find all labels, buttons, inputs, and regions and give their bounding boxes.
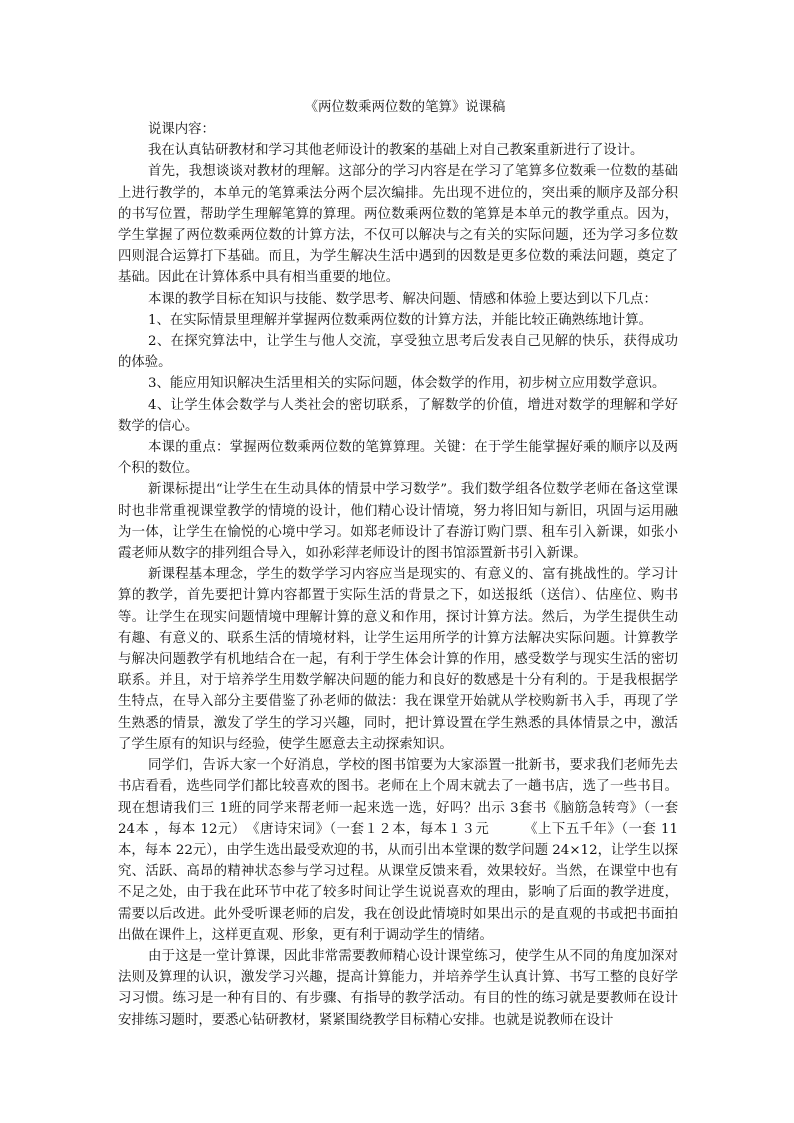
goal-item-2: 2、在探究算法中，让学生与他人交流，享受独立思考后发表自己见解的快乐，获得成功的体验。 — [118, 334, 678, 371]
paragraph-intro: 我在认真钻研教材和学习其他老师设计的教案的基础上对自己教案重新进行了设计。 — [148, 143, 644, 159]
paragraph-key-points: 本课的重点：掌握两位数乘两位数的笔算算理。关键：在于学生能掌握好乘的顺序以及两个积的数位。 — [118, 440, 678, 477]
document-title: 《两位数乘两位数的笔算》说课稿 — [304, 100, 506, 115]
goal-item-1: 1、在实际情景里理解并掌握两位数乘两位数的计算方法，并能比较正确熟练地计算。 — [148, 312, 652, 328]
section-heading: 说课内容： — [148, 122, 215, 137]
paragraph-textbook-understanding: 首先，我想谈谈对教材的理解。这部分的学习内容是在学习了笔算多位数乘一位数的基础上进行教学的，本单元的笔算乘法分两个层次编排。先出现不进位的，突出乘的顺序及部分积的书写位置，帮助学生理解笔算的算理。两位数乘两位数的笔算是本单元的教学重点。因为，学生掌握了两位数乘两位数的计算方法，不仅可以解决与之有关的实际问题，还为学习多位数四则混合运算打下基础。而且，为学生解决生活中遇到的因数是更多位数的乘法问题，奠定了基础。因此在计算体系中具有相当重要的地位。 — [118, 164, 678, 286]
document-page — [118, 97, 678, 1031]
goal-item-3: 3、能应用知识解决生活里相关的实际问题，体会数学的作用，初步树立应用数学意识。 — [148, 376, 666, 392]
paragraph-curriculum-concept: 新课程基本理念，学生的数学学习内容应当是现实的、有意义的、富有挑战性的。学习计算的教学，首先要把计算内容都置于实际生活的背景之下，如送报纸（送信）、估座位、购书等。让学生在现实问题情境中理解计算的意义和作用，探讨计算方法。然后，为学生提供生动有趣、有意义的、联系生活的情境材料，让学生运用所学的计算方法解决实际问题。计算教学与解决问题教学有机地结合在一起，有利于学生体会计算的作用，感受数学与现实生活的密切联系。并且，对于培养学生用数学解决问题的能力和良好的数感是十分有利的。于是我根据学生特点，在导入部分主要借鉴了孙老师的做法：我在课堂开始就从学校购新书入手，再现了学生熟悉的情景，激发了学生的学习兴趣，同时，把计算设置在学生熟悉的具体情景之中，激活了学生原有的知识与经验，使学生愿意去主动探索知识。 — [118, 567, 678, 752]
paragraph-goals-intro: 本课的教学目标在知识与技能、数学思考、解决问题、情感和体验上要达到以下几点： — [148, 291, 657, 307]
paragraph-curriculum-standard: 新课标提出“让学生在生动具体的情景中学习数学”。我们数学组各位数学老师在备这堂课时也非常重视课堂教学的情境的设计，他们精心设计情境，努力将旧知与新旧，巩固与运用融为一体，让学生在愉悦的心境中学习。如郑老师设计了春游订购门票、租车引入新课，如张小霞老师从数字的排列组合导入，如孙彩萍老师设计的图书馆添置新书引入新课。 — [118, 482, 678, 562]
paragraph-classroom-scenario: 同学们，告诉大家一个好消息，学校的图书馆要为大家添置一批新书，要求我们老师先去书店看看，选些同学们都比较喜欢的图书。老师在上个周末就去了一趟书店，选了一些书目。现在想请我们三 1班的同学来帮老师一起来选一选，好吗？出示 3套书《脑筋急转弯》（一套 24本 ，每本 12元） 《唐诗宋词》（一套１２本，每本１３元 《上下五千年》（一套 11本，每本 22元），由学生选出最受欢迎的书，从而引出本堂课的数学问题 24×12，让学生以探究、活跃、高昂的精神状态参与学习过程。从课堂反馈来看，效果较好。当然，在课堂中也有不足之处，由于我在此环节中花了较多时间让学生说说喜欢的理由，影响了后面的教学进度，需要以后改进。此外受听课老师的启发，我在创设此情境时如果出示的是直观的书或把书面拍出做在课件上，这样更直观、形象，更有利于调动学生的情绪。 — [118, 758, 678, 943]
goal-item-4: 4、让学生体会数学与人类社会的密切联系，了解数学的价值，增进对数学的理解和学好数学的信心。 — [118, 397, 678, 434]
paragraph-practice-design: 由于这是一堂计算课，因此非常需要教师精心设计课堂练习，使学生从不同的角度加深对法则及算理的认识，激发学习兴趣，提高计算能力，并培养学生认真计算、书写工整的良好学习习惯。练习是一种有目的、有步骤、有指导的教学活动。有目的性的练习就是要教师在设计安排练习题时，要悉心钻研教材，紧紧围绕教学目标精心安排。也就是说教师在设计 — [118, 948, 678, 1028]
